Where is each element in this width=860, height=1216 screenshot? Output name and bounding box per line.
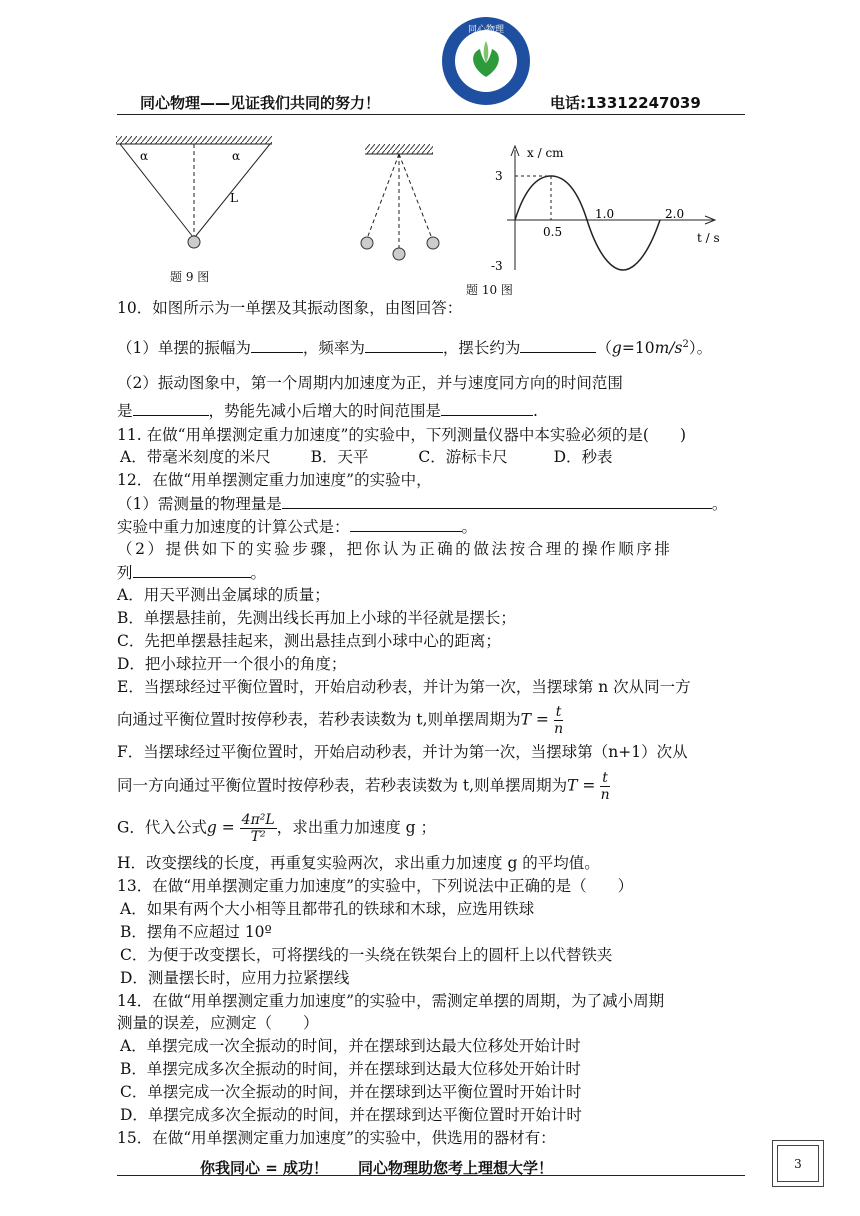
page-number: 3 xyxy=(777,1145,819,1182)
q10-part1: （1）单摆的振幅为 ，频率为 ，摆长约为 $(g=10m/s^2)$。 xyxy=(117,334,747,359)
q14-option-d[interactable]: D．单摆完成多次全振动的时间，并在摆球到达平衡位置时开始计时 xyxy=(120,1106,582,1124)
q12-step-b: B．单摆悬挂前，先测出线长再加上小球的半径就是摆长； xyxy=(117,609,516,627)
logo-text: 同心物理 xyxy=(467,25,505,35)
q14-option-b[interactable]: B．单摆完成多次全振动的时间，并在摆球到达最大位移处开始计时 xyxy=(120,1060,581,1078)
q12-part2: （2）提供如下的实验步骤，把你认为正确的做法按合理的操作顺序排 xyxy=(117,540,673,558)
fraction-t-over-n: $\frac{t}{n}$ xyxy=(554,704,564,737)
graph-ymax: 3 xyxy=(495,169,503,183)
header-left: 同心物理——见证我们共同的努力！ xyxy=(140,94,381,112)
blank-quantities[interactable] xyxy=(282,492,712,509)
figure-9-pendulum xyxy=(112,136,282,256)
blank-order[interactable] xyxy=(133,561,251,578)
q14-stem: 14．在做“用单摆测定重力加速度”的实验中，需测定单摆的周期，为了减小周期 xyxy=(117,992,665,1010)
q12-formula: 实验中重力加速度的计算公式是： 。 xyxy=(117,515,747,538)
q12-step-h: H．改变摆线的长度，再重复实验两次，求出重力加速度 g 的平均值。 xyxy=(117,854,600,872)
q14-option-a[interactable]: A．单摆完成一次全振动的时间，并在摆球到达最大位移处开始计时 xyxy=(120,1037,581,1055)
blank-formula[interactable] xyxy=(350,515,462,532)
q12-step-d: D．把小球拉开一个很小的角度； xyxy=(117,655,347,673)
q11-option-d[interactable]: D．秒表 xyxy=(553,448,613,466)
q12-stem: 12．在做“用单摆测定重力加速度”的实验中， xyxy=(117,471,432,489)
blank-accel-range[interactable] xyxy=(133,399,209,416)
footer-rule xyxy=(117,1175,745,1176)
q11-option-a[interactable]: A．带毫米刻度的米尺 xyxy=(120,448,271,466)
q12-step-f1: F．当摆球经过平衡位置时，开始启动秒表，并计为第一次，当摆球第（n+1）次从 xyxy=(117,743,688,761)
q13-option-c[interactable]: C．为便于改变摆长，可将摆线的一头绕在铁架台上的圆杆上以代替铁夹 xyxy=(120,946,613,964)
q13-stem: 13．在做“用单摆测定重力加速度”的实验中，下列说法中正确的是（ ） xyxy=(117,877,634,895)
q12-step-c: C．先把单摆悬挂起来，测出悬挂点到小球中心的距离； xyxy=(117,632,501,650)
fig10-caption: 题 10 图 xyxy=(466,283,513,297)
fig9-angle-left: α xyxy=(140,149,149,163)
fig9-caption: 题 9 图 xyxy=(170,270,210,284)
header-rule xyxy=(117,114,745,115)
fraction-t-over-n-2: $\frac{t}{n}$ xyxy=(600,770,610,803)
q12-step-g: G．代入公式g = $\frac{\text{4π²L}}{\text{T²}}$ ，求出重力加速度 g ； xyxy=(117,812,436,845)
q13-option-b[interactable]: B．摆角不应超过 10º xyxy=(120,923,272,941)
q12-part1: （1）需测量的物理量是 。 xyxy=(117,492,747,515)
q10-part2b: 是 ，势能先减小后增大的时间范围是 . xyxy=(117,399,747,422)
q13-option-a[interactable]: A．如果有两个大小相等且都带孔的铁球和木球，应选用铁球 xyxy=(120,900,535,918)
figure-9-swing xyxy=(355,144,450,264)
q12-step-e2: 向通过平衡位置时按停秒表，若秒表读数为 t,则单摆周期为T = $\frac{t}{n}$ xyxy=(117,704,564,737)
q14-stem2: 测量的误差，应测定（ ） xyxy=(117,1014,319,1032)
graph-tick-1: 1.0 xyxy=(595,207,615,221)
graph-tick-0: 0.5 xyxy=(543,225,563,239)
q11-options xyxy=(120,446,750,468)
blank-frequency[interactable] xyxy=(365,336,443,353)
graph-xlabel: t / s xyxy=(697,231,720,245)
graph-ymin: -3 xyxy=(491,259,503,273)
figure-10-graph xyxy=(485,140,730,280)
fraction-g-formula: $\frac{\text{4π²L}}{\text{T²}}$ xyxy=(241,812,275,845)
q11-option-c[interactable]: C．游标卡尺 xyxy=(418,448,508,466)
q15-stem: 15．在做“用单摆测定重力加速度”的实验中，供选用的器材有： xyxy=(117,1129,556,1147)
blank-energy-range[interactable] xyxy=(441,399,533,416)
q14-option-c[interactable]: C．单摆完成一次全振动的时间，并在摆球到达平衡位置时开始计时 xyxy=(120,1083,582,1101)
q10-stem: 10．如图所示为一单摆及其振动图象，由图回答： xyxy=(117,299,463,317)
q10-part2: （2）振动图象中，第一个周期内加速度为正，并与速度同方向的时间范围 xyxy=(117,374,623,392)
logo-icon xyxy=(440,15,532,107)
q12-step-f2: 同一方向通过平衡位置时按停秒表，若秒表读数为 t,则单摆周期为T = $\frac{t}{n}$ xyxy=(117,770,610,803)
q11-stem: 11. 在做“用单摆测定重力加速度”的实验中，下列测量仪器中本实验必须的是( ) xyxy=(117,426,687,444)
q11-option-b[interactable]: B．天平 xyxy=(310,448,369,466)
q12-part2b: 列 。 xyxy=(117,561,747,584)
blank-amplitude[interactable] xyxy=(251,336,303,353)
graph-tick-2: 2.0 xyxy=(665,207,685,221)
fig9-length: L xyxy=(230,191,238,205)
q12-step-a: A．用天平测出金属球的质量； xyxy=(117,586,330,604)
q12-step-e1: E．当摆球经过平衡位置时，开始启动秒表，并计为第一次，当摆球第 n 次从同一方 xyxy=(117,678,691,696)
header-phone: 电话:13312247039 xyxy=(550,94,701,112)
q13-option-d[interactable]: D．测量摆长时，应用力拉紧摆线 xyxy=(120,969,350,987)
fig9-angle-right: α xyxy=(232,149,241,163)
page-number-box xyxy=(772,1140,824,1187)
blank-length[interactable] xyxy=(520,336,596,353)
graph-ylabel: x / cm xyxy=(527,146,564,160)
footer-slogan: 你我同心 = 成功！ 同心物理助您考上理想大学！ xyxy=(200,1159,554,1177)
